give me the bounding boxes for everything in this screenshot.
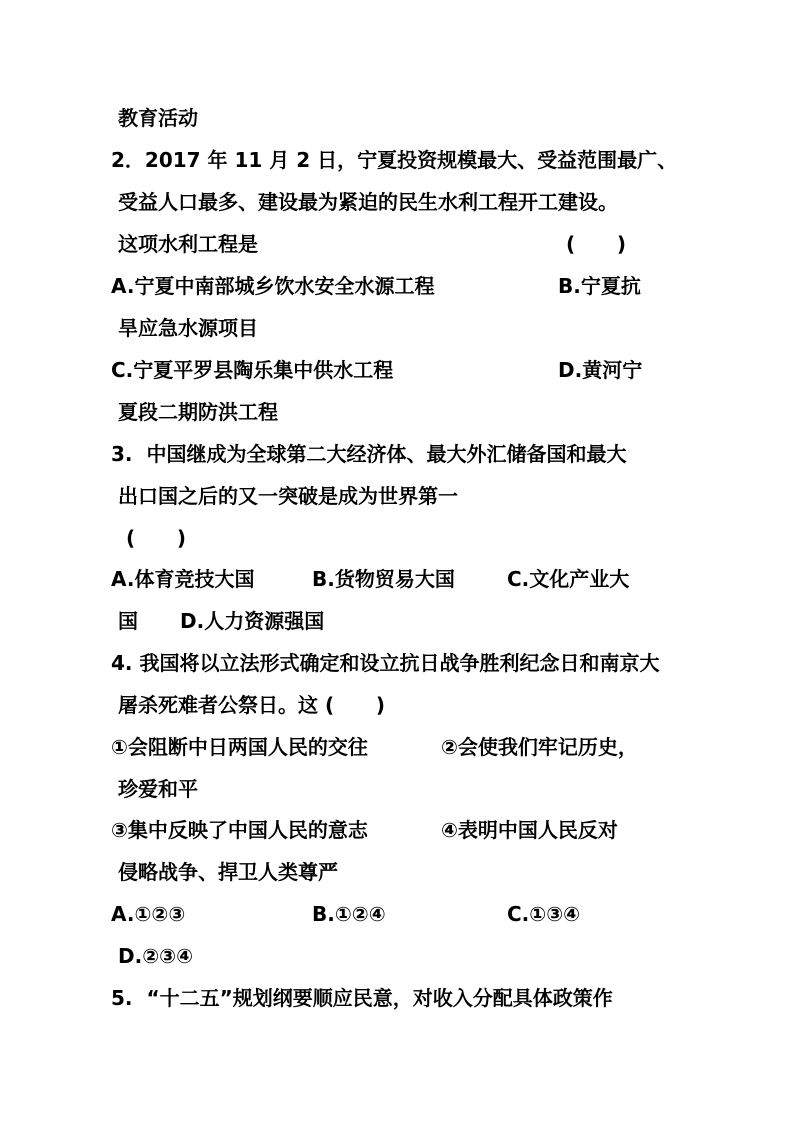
text-line: B.①②④ [312,902,386,926]
text-line: ①会阻断中日两国人民的交往 [111,735,368,759]
text-line: A.①②③ [111,902,186,926]
text-line: 侵略战争、捍卫人类尊严 [118,860,338,884]
text-line: 3. 中国继成为全球第二大经济体、最大外汇储备国和最大 [111,442,627,466]
text-line: 出口国之后的又一突破是成为世界第一 [118,484,458,508]
text-line: 国 [118,609,138,633]
text-line: 屠杀死难者公祭日。这 ( ) [118,693,386,717]
text-line: 旱应急水源项目 [118,316,258,340]
text-line: C.文化产业大 [507,567,630,591]
text-line: 2．2017 年 11 月 2 日，宁夏投资规模最大、受益范围最广、 [111,148,678,172]
text-line: D.黄河宁 [558,358,643,382]
text-line: 4. 我国将以立法形式确定和设立抗日战争胜利纪念日和南京大 [111,651,660,675]
text-line: C.①③④ [507,902,581,926]
text-line: D.②③④ [118,944,193,968]
text-line: ④表明中国人民反对 [441,818,618,842]
text-line: 受益人口最多、建设最为紧迫的民生水利工程开工建设。 [118,190,618,214]
text-line: A.宁夏中南部城乡饮水安全水源工程 [111,274,435,298]
text-line: 这项水利工程是 [118,232,258,256]
text-line: 珍爱和平 [118,777,198,801]
text-line: 教育活动 [118,106,198,130]
text-line: ③集中反映了中国人民的意志 [111,818,368,842]
text-line: 夏段二期防洪工程 [118,400,278,424]
text-line: D.人力资源强国 [180,609,325,633]
text-line: B.货物贸易大国 [312,567,455,591]
text-line: ②会使我们牢记历史， [441,735,638,759]
text-line: C.宁夏平罗县陶乐集中供水工程 [111,358,394,382]
text-line: ( ) [566,232,627,256]
text-line: A.体育竞技大国 [111,567,255,591]
text-line: ( ) [126,526,187,550]
text-line: B.宁夏抗 [558,274,641,298]
text-line: 5. “十二五”规划纲要顺应民意，对收入分配具体政策作 [111,986,613,1010]
